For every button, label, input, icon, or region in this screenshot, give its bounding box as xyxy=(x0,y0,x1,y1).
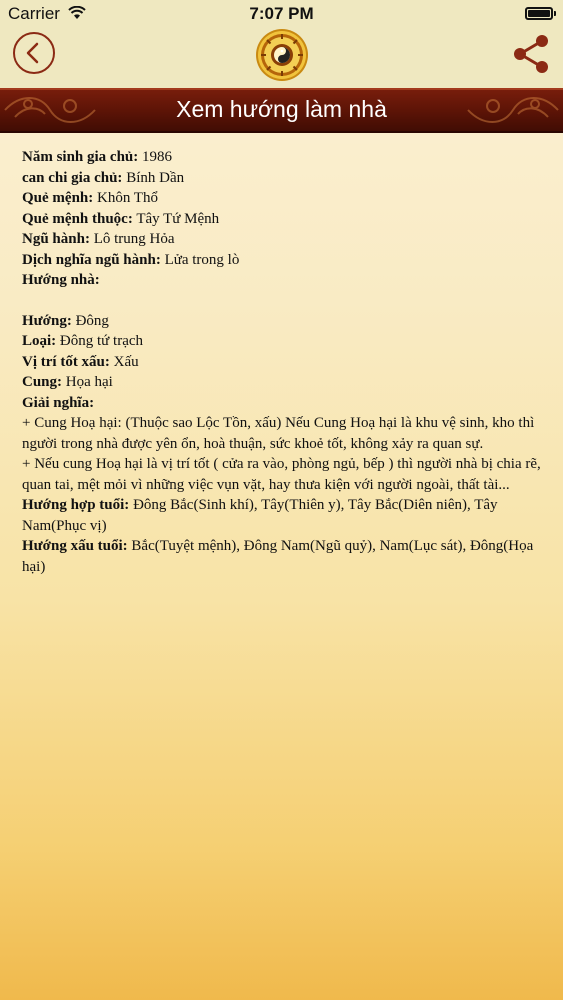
field-value: Xấu xyxy=(109,353,139,370)
field-label: Hướng hợp tuổi: xyxy=(22,497,130,513)
nav-bar xyxy=(0,28,563,88)
carrier-label: Carrier xyxy=(8,4,60,23)
field-label: Hướng xấu tuổi: xyxy=(22,538,128,554)
field-label: Loại: xyxy=(22,333,57,349)
spacer xyxy=(22,291,544,311)
giai-nghia-paragraph-1: + Cung Hoạ hại: (Thuộc sao Lộc Tồn, xấu) Nếu Cung Hoạ hại là khu vệ sinh, kho thì người trong nhà được yên ổn, hoà thuận, sức khoẻ tốt, không xảy ra quan sự. xyxy=(22,415,535,452)
vi-tri-row xyxy=(22,352,544,373)
result-content xyxy=(22,147,544,577)
field-value: Họa hại xyxy=(62,374,113,390)
back-button[interactable] xyxy=(13,32,55,74)
huong-row xyxy=(22,311,544,332)
cung-row xyxy=(22,372,544,393)
field-label: Năm sinh gia chủ: xyxy=(22,149,139,165)
battery-icon xyxy=(525,7,553,20)
chevron-left-icon xyxy=(15,34,53,72)
que-menh-thuoc-row xyxy=(22,209,544,230)
giai-nghia-paragraph-2: + Nếu cung Hoạ hại là vị trí tốt ( cửa ra vào, phòng ngủ, bếp ) thì người nhà bị chia rẽ, quan tai, mệt mỏi vì những việc vụn vặt, hay thưa kiện với người ngoài, thất tài... xyxy=(22,456,541,493)
page-title: Xem hướng làm nhà xyxy=(176,96,387,122)
canchi-row xyxy=(22,168,544,189)
clock: 7:07 PM xyxy=(249,4,314,23)
field-label: Ngũ hành: xyxy=(22,231,90,247)
field-value: Lửa trong lò xyxy=(160,251,240,268)
field-label: can chi gia chủ: xyxy=(22,169,123,186)
que-menh-row xyxy=(22,188,544,209)
field-value: 1986 xyxy=(138,149,173,165)
field-value: Đông tứ trạch xyxy=(56,333,144,349)
field-value: Đông Bắc(Sinh khí), Tây(Thiên y), Tây Bắc(Diên niên), Tây Nam(Phục vị) xyxy=(22,497,498,534)
field-label: Quẻ mệnh: xyxy=(22,190,94,206)
field-label: Dịch nghĩa ngũ hành: xyxy=(22,251,161,268)
field-value: Bính Dần xyxy=(122,169,185,186)
share-icon[interactable] xyxy=(511,32,551,76)
field-label: Vị trí tốt xấu: xyxy=(22,353,110,370)
birth-year-row xyxy=(22,147,544,168)
field-label: Quẻ mệnh thuộc: xyxy=(22,210,133,227)
field-label: Cung: xyxy=(22,374,63,390)
huong-nha-row xyxy=(22,270,544,291)
section-heading: Hướng nhà: xyxy=(22,272,100,288)
field-value: Bắc(Tuyệt mệnh), Đông Nam(Ngũ quỷ), Nam(Lục sát), Đông(Họa hại) xyxy=(22,538,534,575)
field-value: Đông xyxy=(71,312,109,329)
field-value: Khôn Thổ xyxy=(93,190,158,206)
dich-nghia-row xyxy=(22,250,544,271)
field-label: Giải nghĩa: xyxy=(22,394,95,411)
ngu-hanh-row xyxy=(22,229,544,250)
huong-xau-row xyxy=(22,536,544,577)
bagua-compass-icon xyxy=(255,28,309,82)
title-banner xyxy=(0,88,563,133)
field-label: Hướng: xyxy=(22,312,72,329)
loai-row xyxy=(22,331,544,352)
field-value: Lô trung Hỏa xyxy=(89,231,175,247)
status-bar xyxy=(0,0,563,28)
field-value: Tây Tứ Mệnh xyxy=(132,210,220,227)
giai-nghia-row xyxy=(22,393,544,414)
huong-hop-row xyxy=(22,495,544,536)
